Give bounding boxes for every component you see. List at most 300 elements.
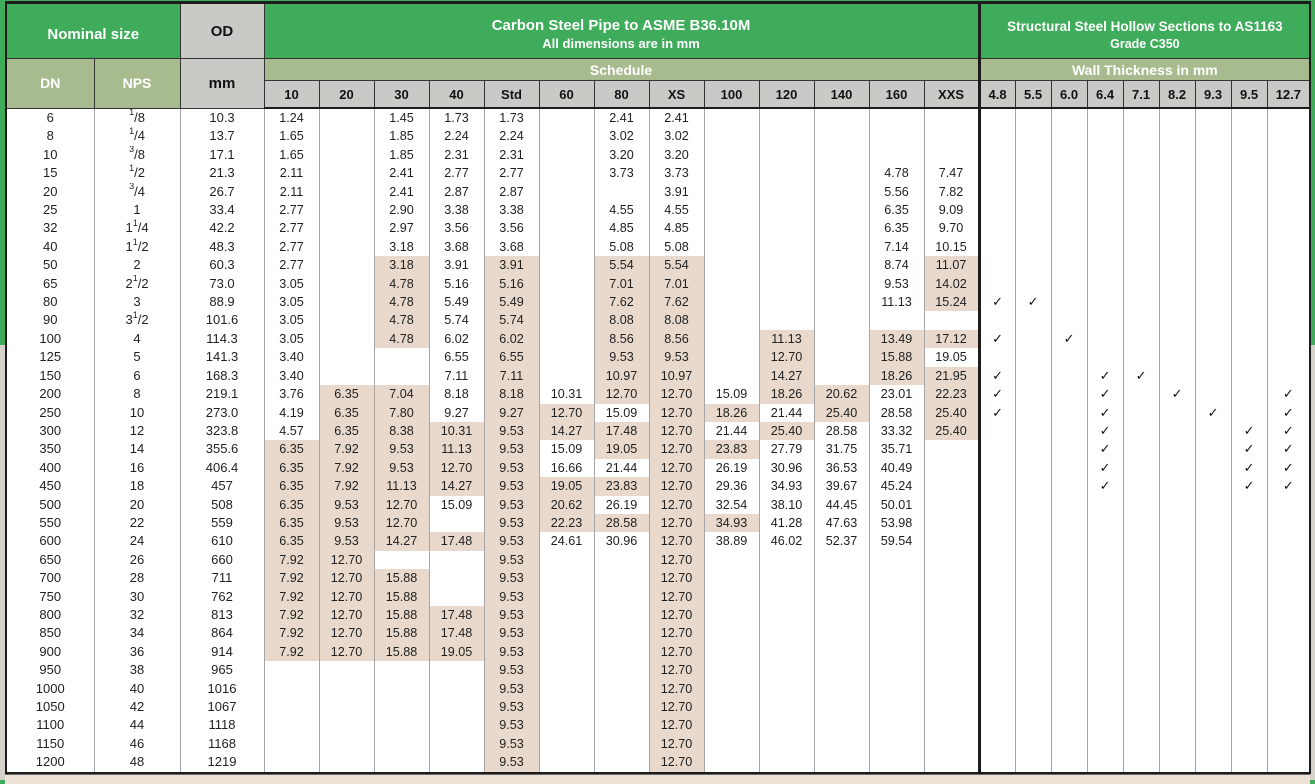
dn-cell: 125 <box>6 348 94 366</box>
schedule-100-cell: 18.26 <box>704 404 759 422</box>
schedule-80-cell <box>594 551 649 569</box>
schedule-140-cell <box>814 183 869 201</box>
schedule-10-cell <box>264 698 319 716</box>
schedule-XS-cell: 12.70 <box>649 716 704 734</box>
schedule-30-cell: 14.27 <box>374 532 429 550</box>
schedule-140-cell <box>814 551 869 569</box>
schedule-20-cell <box>319 275 374 293</box>
wall-7.1-cell <box>1123 146 1159 164</box>
wall-5.5-cell <box>1015 661 1051 679</box>
nps-cell: 5 <box>94 348 180 366</box>
schedule-60-cell <box>539 183 594 201</box>
schedule-Std-cell: 9.53 <box>484 496 539 514</box>
dn-cell: 850 <box>6 624 94 642</box>
schedule-XXS-cell <box>924 588 979 606</box>
schedule-Std-cell: 9.53 <box>484 477 539 495</box>
od-cell: 60.3 <box>180 256 264 274</box>
schedule-30-cell: 8.38 <box>374 422 429 440</box>
table-row-dn-300 <box>6 422 1310 440</box>
schedule-160-cell: 59.54 <box>869 532 924 550</box>
wall-6.0-cell <box>1051 275 1087 293</box>
schedule-30-cell: 9.53 <box>374 459 429 477</box>
od-cell: 508 <box>180 496 264 514</box>
dn-cell: 1200 <box>6 753 94 772</box>
schedule-120-cell <box>759 311 814 329</box>
wall-6.4-cell: ✓ <box>1087 385 1123 403</box>
wall-7.1-cell <box>1123 256 1159 274</box>
wall-6.0-cell <box>1051 514 1087 532</box>
dn-cell: 50 <box>6 256 94 274</box>
schedule-100-cell <box>704 569 759 587</box>
schedule-20-cell <box>319 367 374 385</box>
od-cell: 355.6 <box>180 440 264 458</box>
schedule-40-cell <box>429 588 484 606</box>
schedule-120-cell <box>759 698 814 716</box>
schedule-20-cell: 6.35 <box>319 404 374 422</box>
schedule-XXS-cell <box>924 735 979 753</box>
schedule-100-cell <box>704 661 759 679</box>
schedule-160-cell <box>869 606 924 624</box>
nps-cell: 40 <box>94 680 180 698</box>
schedule-30-cell: 12.70 <box>374 514 429 532</box>
wall-9.5-cell <box>1231 183 1267 201</box>
dn-cell: 500 <box>6 496 94 514</box>
schedule-100-cell <box>704 311 759 329</box>
od-cell: 101.6 <box>180 311 264 329</box>
dn-cell: 250 <box>6 404 94 422</box>
wall-12.7-cell <box>1267 569 1310 587</box>
schedule-120-cell <box>759 551 814 569</box>
wall-6.4-cell <box>1087 311 1123 329</box>
schedule-140-cell: 52.37 <box>814 532 869 550</box>
schedule-10-cell: 3.76 <box>264 385 319 403</box>
wall-6.4-cell <box>1087 127 1123 145</box>
dn-cell: 900 <box>6 643 94 661</box>
wall-9.3-cell <box>1195 661 1231 679</box>
wall-6.4-cell <box>1087 348 1123 366</box>
schedule-XS-cell: 12.70 <box>649 588 704 606</box>
dn-cell: 20 <box>6 183 94 201</box>
od-cell: 406.4 <box>180 459 264 477</box>
nps-cell: 24 <box>94 532 180 550</box>
schedule-20-cell: 7.92 <box>319 477 374 495</box>
schedule-140-cell <box>814 201 869 219</box>
schedule-20-cell: 7.92 <box>319 459 374 477</box>
wall-7.1-cell: ✓ <box>1123 367 1159 385</box>
od-cell: 88.9 <box>180 293 264 311</box>
schedule-10-cell: 3.40 <box>264 367 319 385</box>
wall-7.1-cell <box>1123 275 1159 293</box>
wall-5.5-cell <box>1015 532 1051 550</box>
schedule-10-cell <box>264 735 319 753</box>
schedule-10-cell: 1.65 <box>264 127 319 145</box>
nps-cell: $3^1/2$ <box>94 311 180 329</box>
schedule-XXS-cell: 25.40 <box>924 404 979 422</box>
wall-9.3-cell <box>1195 275 1231 293</box>
wall-12.7-cell <box>1267 183 1310 201</box>
wall-6.0-cell <box>1051 569 1087 587</box>
schedule-160-cell: 40.49 <box>869 459 924 477</box>
schedule-120-cell <box>759 183 814 201</box>
schedule-60-cell: 22.23 <box>539 514 594 532</box>
schedule-40-cell: 17.48 <box>429 606 484 624</box>
schedule-30-cell: 1.85 <box>374 146 429 164</box>
schedule-XS-cell: 12.70 <box>649 753 704 772</box>
schedule-XS-cell: 12.70 <box>649 735 704 753</box>
table-row-dn-900 <box>6 643 1310 661</box>
wall-9.5-cell <box>1231 661 1267 679</box>
wall-9.5-cell <box>1231 385 1267 403</box>
schedule-10-cell <box>264 680 319 698</box>
schedule-40-cell <box>429 735 484 753</box>
schedule-160-cell <box>869 716 924 734</box>
schedule-20-cell <box>319 716 374 734</box>
schedule-60-cell: 12.70 <box>539 404 594 422</box>
schedule-XS-cell: 12.70 <box>649 496 704 514</box>
schedule-XXS-cell <box>924 680 979 698</box>
schedule-30-cell: 4.78 <box>374 275 429 293</box>
wall-4.8-cell <box>979 551 1015 569</box>
dn-cell: 1050 <box>6 698 94 716</box>
schedule-120-cell <box>759 661 814 679</box>
wall-9.5-cell <box>1231 624 1267 642</box>
schedule-60-cell <box>539 146 594 164</box>
od-cell: 1016 <box>180 680 264 698</box>
wall-5.5-cell <box>1015 108 1051 127</box>
schedule-80-cell: 5.54 <box>594 256 649 274</box>
schedule-XXS-cell: 10.15 <box>924 238 979 256</box>
schedule-10-cell: 1.65 <box>264 146 319 164</box>
schedule-120-cell: 27.79 <box>759 440 814 458</box>
wall-4.8-cell <box>979 108 1015 127</box>
wall-12.7-cell <box>1267 496 1310 514</box>
schedule-col-header-60: 60 <box>539 81 594 109</box>
schedule-100-cell <box>704 643 759 661</box>
wall-9.3-cell <box>1195 164 1231 182</box>
schedule-60-cell <box>539 551 594 569</box>
schedule-120-cell <box>759 643 814 661</box>
wall-6.4-cell <box>1087 256 1123 274</box>
wall-7.1-cell <box>1123 108 1159 127</box>
schedule-60-cell <box>539 164 594 182</box>
table-row-dn-250 <box>6 404 1310 422</box>
nps-cell: 32 <box>94 606 180 624</box>
schedule-160-cell <box>869 735 924 753</box>
dn-cell: 400 <box>6 459 94 477</box>
structural-steel-banner <box>979 3 1310 59</box>
schedule-XS-cell: 3.91 <box>649 183 704 201</box>
table-row-dn-1100 <box>6 716 1310 734</box>
table-row-dn-1000 <box>6 680 1310 698</box>
schedule-20-cell <box>319 127 374 145</box>
schedule-100-cell: 15.09 <box>704 385 759 403</box>
schedule-XS-cell: 2.41 <box>649 108 704 127</box>
wall-6.4-cell <box>1087 330 1123 348</box>
schedule-20-cell: 6.35 <box>319 385 374 403</box>
nominal-size-header: Nominal size <box>6 3 180 59</box>
wall-6.0-cell: ✓ <box>1051 330 1087 348</box>
wall-8.2-cell <box>1159 753 1195 772</box>
schedule-XS-cell: 8.56 <box>649 330 704 348</box>
wall-9.3-cell <box>1195 385 1231 403</box>
nps-cell: $^3$/4 <box>94 183 180 201</box>
schedule-160-cell: 18.26 <box>869 367 924 385</box>
schedule-80-cell <box>594 624 649 642</box>
schedule-10-cell: 7.92 <box>264 643 319 661</box>
schedule-40-cell: 1.73 <box>429 108 484 127</box>
schedule-100-cell <box>704 367 759 385</box>
schedule-10-cell: 7.92 <box>264 606 319 624</box>
nps-cell: $^1$/2 <box>94 164 180 182</box>
schedule-col-header-100: 100 <box>704 81 759 109</box>
schedule-40-cell: 17.48 <box>429 624 484 642</box>
schedule-160-cell <box>869 588 924 606</box>
schedule-10-cell <box>264 661 319 679</box>
wall-9.3-cell <box>1195 496 1231 514</box>
nps-column-header: NPS <box>94 59 180 109</box>
wall-9.5-cell <box>1231 404 1267 422</box>
wall-5.5-cell <box>1015 753 1051 772</box>
table-row-dn-100 <box>6 330 1310 348</box>
schedule-20-cell: 9.53 <box>319 514 374 532</box>
wall-4.8-cell <box>979 348 1015 366</box>
nps-cell: $^3$/8 <box>94 146 180 164</box>
dn-cell: 700 <box>6 569 94 587</box>
wall-6.4-cell <box>1087 164 1123 182</box>
wall-9.5-cell <box>1231 164 1267 182</box>
schedule-100-cell <box>704 698 759 716</box>
schedule-100-cell: 21.44 <box>704 422 759 440</box>
structural-steel-title: Structural Steel Hollow Sections to AS1163 <box>1007 19 1283 34</box>
od-cell: 965 <box>180 661 264 679</box>
schedule-40-cell: 2.31 <box>429 146 484 164</box>
schedule-30-cell <box>374 735 429 753</box>
table-row-dn-6 <box>6 108 1310 127</box>
schedule-20-cell <box>319 164 374 182</box>
wall-4.8-cell <box>979 238 1015 256</box>
schedule-20-cell: 7.92 <box>319 440 374 458</box>
wall-8.2-cell <box>1159 275 1195 293</box>
wall-4.8-cell <box>979 422 1015 440</box>
od-cell: 141.3 <box>180 348 264 366</box>
schedule-60-cell: 14.27 <box>539 422 594 440</box>
schedule-XXS-cell: 7.82 <box>924 183 979 201</box>
wall-9.5-cell <box>1231 293 1267 311</box>
schedule-60-cell <box>539 275 594 293</box>
schedule-XS-cell: 3.20 <box>649 146 704 164</box>
schedule-60-cell: 19.05 <box>539 477 594 495</box>
schedule-40-cell: 3.38 <box>429 201 484 219</box>
schedule-80-cell: 23.83 <box>594 477 649 495</box>
schedule-XXS-cell <box>924 698 979 716</box>
dn-cell: 65 <box>6 275 94 293</box>
wall-6.0-cell <box>1051 404 1087 422</box>
table-row-dn-1150 <box>6 735 1310 753</box>
schedule-160-cell <box>869 127 924 145</box>
wall-9.5-cell: ✓ <box>1231 459 1267 477</box>
schedule-120-cell <box>759 256 814 274</box>
schedule-100-cell <box>704 238 759 256</box>
dn-cell: 750 <box>6 588 94 606</box>
schedule-120-cell: 12.70 <box>759 348 814 366</box>
schedule-XS-cell: 4.55 <box>649 201 704 219</box>
wall-6.0-cell <box>1051 680 1087 698</box>
schedule-80-cell: 15.09 <box>594 404 649 422</box>
wall-7.1-cell <box>1123 238 1159 256</box>
table-row-dn-125 <box>6 348 1310 366</box>
schedule-Std-cell: 9.53 <box>484 588 539 606</box>
wall-8.2-cell <box>1159 459 1195 477</box>
wall-4.8-cell <box>979 606 1015 624</box>
schedule-XXS-cell <box>924 440 979 458</box>
wall-4.8-cell <box>979 201 1015 219</box>
wall-5.5-cell <box>1015 311 1051 329</box>
table-row-dn-350 <box>6 440 1310 458</box>
wall-4.8-cell <box>979 661 1015 679</box>
wall-5.5-cell <box>1015 219 1051 237</box>
schedule-120-cell: 11.13 <box>759 330 814 348</box>
schedule-140-cell <box>814 588 869 606</box>
schedule-40-cell: 5.16 <box>429 275 484 293</box>
schedule-140-cell <box>814 606 869 624</box>
wall-9.5-cell <box>1231 219 1267 237</box>
wall-9.3-cell <box>1195 330 1231 348</box>
wall-7.1-cell <box>1123 551 1159 569</box>
wall-6.0-cell <box>1051 201 1087 219</box>
wall-9.5-cell <box>1231 367 1267 385</box>
schedule-XXS-cell: 15.24 <box>924 293 979 311</box>
table-row-dn-20 <box>6 183 1310 201</box>
schedule-30-cell: 2.90 <box>374 201 429 219</box>
schedule-10-cell: 3.05 <box>264 275 319 293</box>
schedule-140-cell <box>814 624 869 642</box>
schedule-Std-cell: 3.91 <box>484 256 539 274</box>
schedule-40-cell <box>429 698 484 716</box>
table-row-dn-450 <box>6 477 1310 495</box>
wall-7.1-cell <box>1123 127 1159 145</box>
schedule-XXS-cell <box>924 606 979 624</box>
table-row-dn-800 <box>6 606 1310 624</box>
wall-12.7-cell <box>1267 588 1310 606</box>
wall-5.5-cell <box>1015 569 1051 587</box>
schedule-140-cell <box>814 127 869 145</box>
schedule-XXS-cell <box>924 108 979 127</box>
wall-7.1-cell <box>1123 440 1159 458</box>
wall-8.2-cell <box>1159 643 1195 661</box>
schedule-80-cell: 2.41 <box>594 108 649 127</box>
wall-9.3-cell <box>1195 532 1231 550</box>
wall-9.3-cell <box>1195 367 1231 385</box>
wall-6.0-cell <box>1051 643 1087 661</box>
schedule-100-cell <box>704 183 759 201</box>
schedule-80-cell: 17.48 <box>594 422 649 440</box>
wall-9.3-cell <box>1195 735 1231 753</box>
schedule-120-cell <box>759 735 814 753</box>
nps-cell: 14 <box>94 440 180 458</box>
schedule-30-cell: 15.88 <box>374 569 429 587</box>
schedule-XS-cell: 12.70 <box>649 404 704 422</box>
od-cell: 1219 <box>180 753 264 772</box>
schedule-40-cell: 19.05 <box>429 643 484 661</box>
schedule-Std-cell: 9.53 <box>484 643 539 661</box>
wall-6.4-cell <box>1087 753 1123 772</box>
schedule-60-cell <box>539 256 594 274</box>
schedule-XXS-cell: 9.70 <box>924 219 979 237</box>
schedule-80-cell: 7.01 <box>594 275 649 293</box>
wall-4.8-cell <box>979 588 1015 606</box>
schedule-60-cell <box>539 643 594 661</box>
wall-9.5-cell <box>1231 698 1267 716</box>
od-cell: 17.1 <box>180 146 264 164</box>
schedule-60-cell <box>539 753 594 772</box>
wall-6.4-cell <box>1087 514 1123 532</box>
schedule-160-cell: 11.13 <box>869 293 924 311</box>
schedule-XXS-cell <box>924 569 979 587</box>
wall-6.4-cell: ✓ <box>1087 477 1123 495</box>
wall-9.5-cell: ✓ <box>1231 440 1267 458</box>
wall-9.3-cell <box>1195 293 1231 311</box>
schedule-10-cell: 3.05 <box>264 293 319 311</box>
schedule-40-cell <box>429 569 484 587</box>
wall-9.5-cell <box>1231 514 1267 532</box>
schedule-Std-cell: 3.56 <box>484 219 539 237</box>
schedule-30-cell: 15.88 <box>374 624 429 642</box>
schedule-XS-cell: 5.54 <box>649 256 704 274</box>
dn-cell: 150 <box>6 367 94 385</box>
schedule-40-cell: 12.70 <box>429 459 484 477</box>
schedule-XS-cell: 3.02 <box>649 127 704 145</box>
wall-8.2-cell <box>1159 680 1195 698</box>
schedule-160-cell: 50.01 <box>869 496 924 514</box>
wall-8.2-cell <box>1159 588 1195 606</box>
nps-cell: 30 <box>94 588 180 606</box>
wall-4.8-cell <box>979 183 1015 201</box>
schedule-40-cell: 15.09 <box>429 496 484 514</box>
nps-cell: $1^1/4$ <box>94 219 180 237</box>
table-row-dn-150 <box>6 367 1310 385</box>
schedule-30-cell <box>374 698 429 716</box>
wall-8.2-cell <box>1159 256 1195 274</box>
schedule-160-cell: 15.88 <box>869 348 924 366</box>
schedule-10-cell: 7.92 <box>264 569 319 587</box>
wall-6.0-cell <box>1051 164 1087 182</box>
schedule-120-cell <box>759 624 814 642</box>
schedule-140-cell <box>814 293 869 311</box>
schedule-80-cell <box>594 680 649 698</box>
schedule-100-cell <box>704 716 759 734</box>
schedule-60-cell <box>539 716 594 734</box>
nps-cell: 26 <box>94 551 180 569</box>
wall-8.2-cell <box>1159 698 1195 716</box>
schedule-10-cell: 4.19 <box>264 404 319 422</box>
od-cell: 323.8 <box>180 422 264 440</box>
table-row-dn-25 <box>6 201 1310 219</box>
schedule-10-cell: 3.40 <box>264 348 319 366</box>
od-cell: 914 <box>180 643 264 661</box>
schedule-80-cell: 3.73 <box>594 164 649 182</box>
dn-cell: 300 <box>6 422 94 440</box>
wall-9.3-cell <box>1195 146 1231 164</box>
od-cell: 13.7 <box>180 127 264 145</box>
table-row-dn-15 <box>6 164 1310 182</box>
wall-6.0-cell <box>1051 698 1087 716</box>
wall-12.7-cell: ✓ <box>1267 385 1310 403</box>
wall-6.4-cell <box>1087 606 1123 624</box>
wall-6.4-cell <box>1087 698 1123 716</box>
wall-5.5-cell <box>1015 440 1051 458</box>
wall-6.0-cell <box>1051 385 1087 403</box>
schedule-80-cell <box>594 716 649 734</box>
